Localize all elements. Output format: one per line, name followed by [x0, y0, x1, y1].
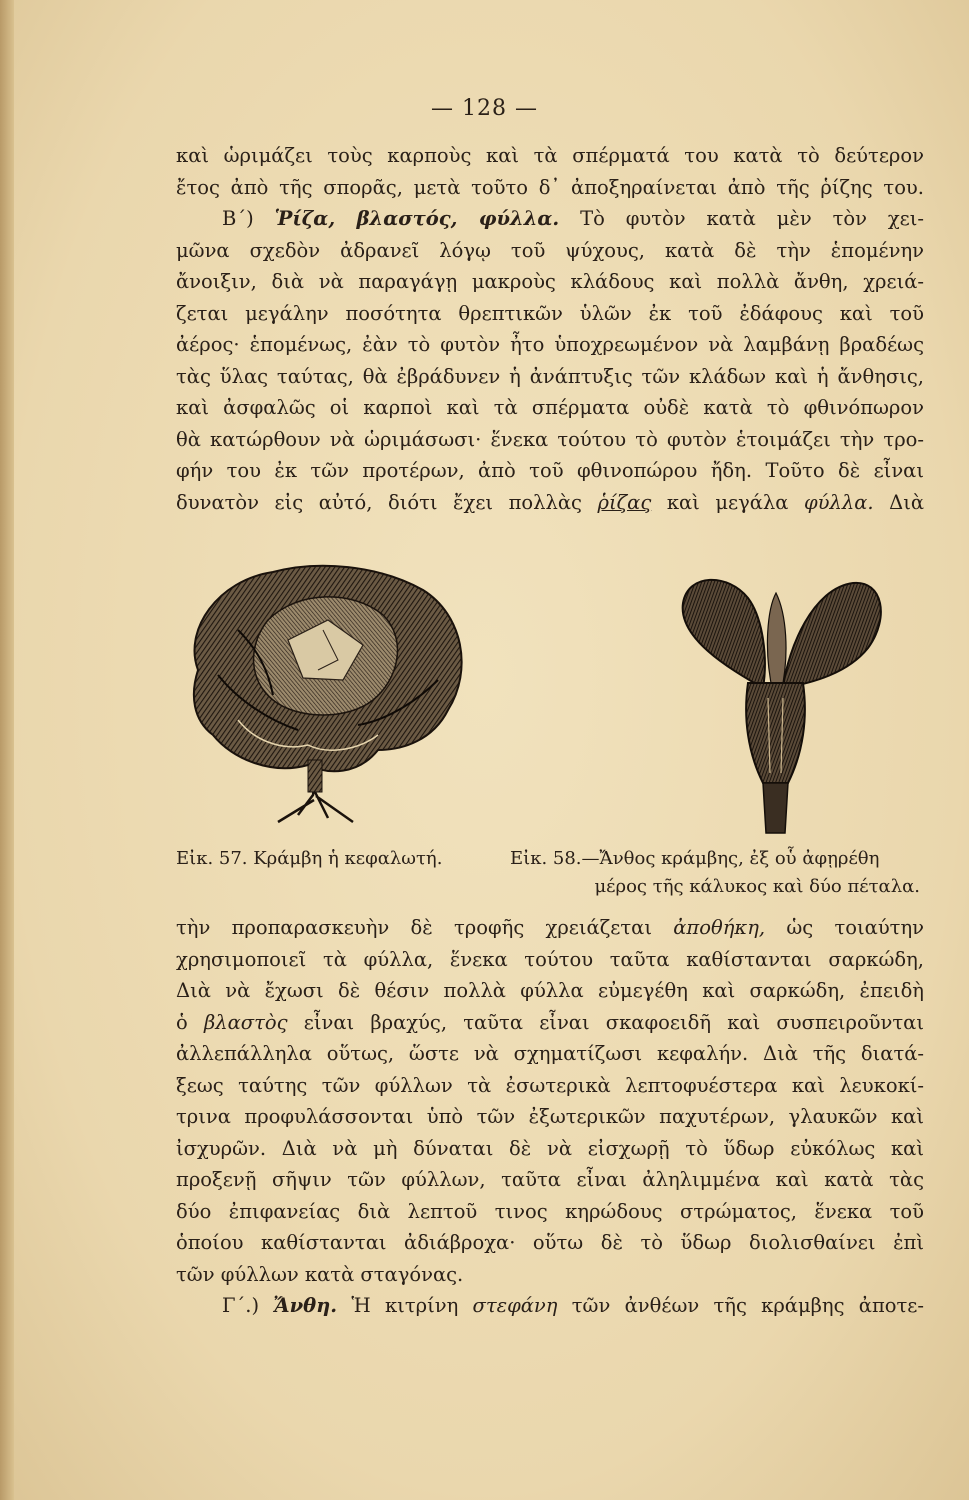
flower-illustration: [668, 568, 888, 838]
text-line: θὰ κατώρθουν νὰ ὡριμάσωσι· ἕνεκα τούτου τὸ φυτὸν ἑτοιμάζει τὴν τρο-: [176, 427, 924, 451]
text-fragment: Ἡ κιτρίνη: [351, 1294, 459, 1317]
cabbage-illustration: [178, 560, 473, 830]
text-fragment: εἶναι βραχύς, ταῦτα εἶναι σκαφοειδῆ καὶ συσπειροῦνται: [303, 1010, 924, 1034]
text-line: προξενῇ σῆψιν τῶν φύλλων, ταῦτα εἶναι ἀληλιμμένα καὶ κατὰ τὰς: [176, 1168, 924, 1191]
section-c-label: Γ΄.): [222, 1294, 260, 1317]
text-fragment: ὁ: [176, 1010, 188, 1034]
text-line: τρινα προφυλάσσονται ὑπὸ τῶν ἐξωτερικῶν παχυτέρων, γλαυκῶν καὶ: [176, 1105, 924, 1128]
paragraph-bottom: [176, 912, 924, 1322]
text-line: μῶνα σχεδὸν ἀδρανεῖ λόγῳ τοῦ ψύχους, κατὰ δὲ τὴν ἑπομένην: [176, 238, 924, 262]
figure-58-caption: [510, 845, 920, 901]
section-b-heading: Ῥίζα, βλαστός, φύλλα.: [274, 207, 560, 230]
emphasis-leaves: φύλλα.: [804, 490, 874, 514]
text-line: τὰς ὕλας ταύτας, θὰ ἐβράδυνεν ἡ ἀνάπτυξις τῶν κλάδων καὶ ἡ ἄνθησις,: [176, 364, 924, 388]
cabbage-engraving: [178, 560, 473, 830]
text-line: [176, 1007, 924, 1039]
figure-58-caption-line1: Εἰκ. 58.—Ἄνθος κράμβης, ἐξ οὗ ἀφῃρέθη: [510, 848, 880, 869]
emphasis-storage: ἀποθήκη,: [673, 916, 766, 939]
section-b-label: Β΄): [222, 207, 254, 230]
flower-engraving: [668, 568, 888, 838]
section-c-heading-line: [176, 1290, 924, 1322]
text-line: φήν του ἐκ τῶν προτέρων, ἀπὸ τοῦ φθινοπώρου ἤδη. Τοῦτο δὲ εἶναι: [176, 459, 924, 482]
text-line: καὶ ἀσφαλῶς οἱ καρποὶ καὶ τὰ σπέρματα οὐδὲ κατὰ τὸ φθινόπωρον: [176, 396, 924, 419]
text-line: ὁποίου καθίστανται ἀδιάβροχα· οὕτω δὲ τὸ ὕδωρ διολισθαίνει ἐπὶ: [176, 1231, 924, 1254]
text-line: χρησιμοποιεῖ τὰ φύλλα, ἕνεκα τούτου ταῦτα καθίστανται σαρκώδη,: [176, 947, 924, 971]
text-line: ἰσχυρῶν. Διὰ νὰ μὴ δύναται δὲ νὰ εἰσχωρῇ τὸ ὕδωρ εὐκόλως καὶ: [176, 1136, 924, 1160]
emphasis-roots: ῥίζας: [597, 490, 652, 514]
text-line: ἀλλεπάλληλα οὕτως, ὥστε νὰ σχηματίζωσι κεφαλήν. Διὰ τῆς διατά-: [176, 1042, 924, 1065]
text-line: ἔτος ἀπὸ τῆς σπορᾶς, μετὰ τοῦτο δ᾽ ἀποξηραίνεται ἀπὸ τῆς ῥίζης του.: [176, 175, 924, 199]
section-b-text: Τὸ φυτὸν κατὰ μὲν τὸν χει-: [580, 207, 925, 230]
text-fragment: καὶ μεγάλα: [666, 490, 789, 514]
text-line: τῶν φύλλων κατὰ σταγόνας.: [176, 1262, 464, 1286]
text-fragment: τὴν προπαρασκευὴν δὲ τροφῆς χρειάζεται: [176, 916, 652, 939]
emphasis-corolla: στεφάνη: [472, 1294, 558, 1317]
section-c-heading: Ἄνθη.: [273, 1294, 338, 1317]
text-line: ξεως ταύτης τῶν φύλλων τὰ ἐσωτερικὰ λεπτοφυέστερα καὶ λευκοκί-: [176, 1073, 924, 1097]
text-line: Διὰ νὰ ἔχωσι δὲ θέσιν πολλὰ φύλλα εὐμεγέθη καὶ σαρκώδη, ἐπειδὴ: [176, 979, 924, 1002]
text-line: [176, 912, 924, 944]
page-spine-edge: [0, 0, 14, 1500]
text-line: ἄνοιξιν, διὰ νὰ παραγάγῃ μακροὺς κλάδους καὶ πολλὰ ἄνθη, χρειά-: [176, 270, 924, 293]
text-fragment: τῶν ἀνθέων τῆς κράμβης ἀποτε-: [571, 1294, 924, 1317]
text-fragment: δυνατὸν εἰς αὐτό, διότι ἔχει πολλὰς: [176, 490, 582, 514]
figure-57-caption: Εἰκ. 57. Κράμβη ἡ κεφαλωτή.: [176, 848, 443, 869]
page-number: — 128 —: [431, 96, 538, 121]
emphasis-stem: βλαστὸς: [203, 1010, 288, 1034]
section-b-heading-line: [176, 203, 924, 235]
text-line-last: [176, 487, 924, 519]
figure-58-caption-line2: μέρος τῆς κάλυκος καὶ δύο πέταλα.: [594, 876, 920, 897]
text-line: δύο ἐπιφανείας διὰ λεπτοῦ τινος κηρώδους στρώματος, ἕνεκα τοῦ: [176, 1199, 924, 1223]
text-line: ἀέρος· ἑπομένως, ἐὰν τὸ φυτὸν ἦτο ὑποχρεωμένον νὰ λαμβάνῃ βραδέως: [176, 333, 924, 356]
paragraph-top: [176, 140, 924, 518]
text-line: καὶ ὡριμάζει τοὺς καρποὺς καὶ τὰ σπέρματά του κατὰ τὸ δεύτερον: [176, 144, 924, 167]
text-line: ζεται μεγάλην ποσότητα θρεπτικῶν ὑλῶν ἐκ τοῦ ἐδάφους καὶ τοῦ: [176, 301, 924, 325]
text-fragment: Διὰ: [889, 490, 925, 514]
text-fragment: ὡς τοιαύτην: [786, 916, 924, 939]
